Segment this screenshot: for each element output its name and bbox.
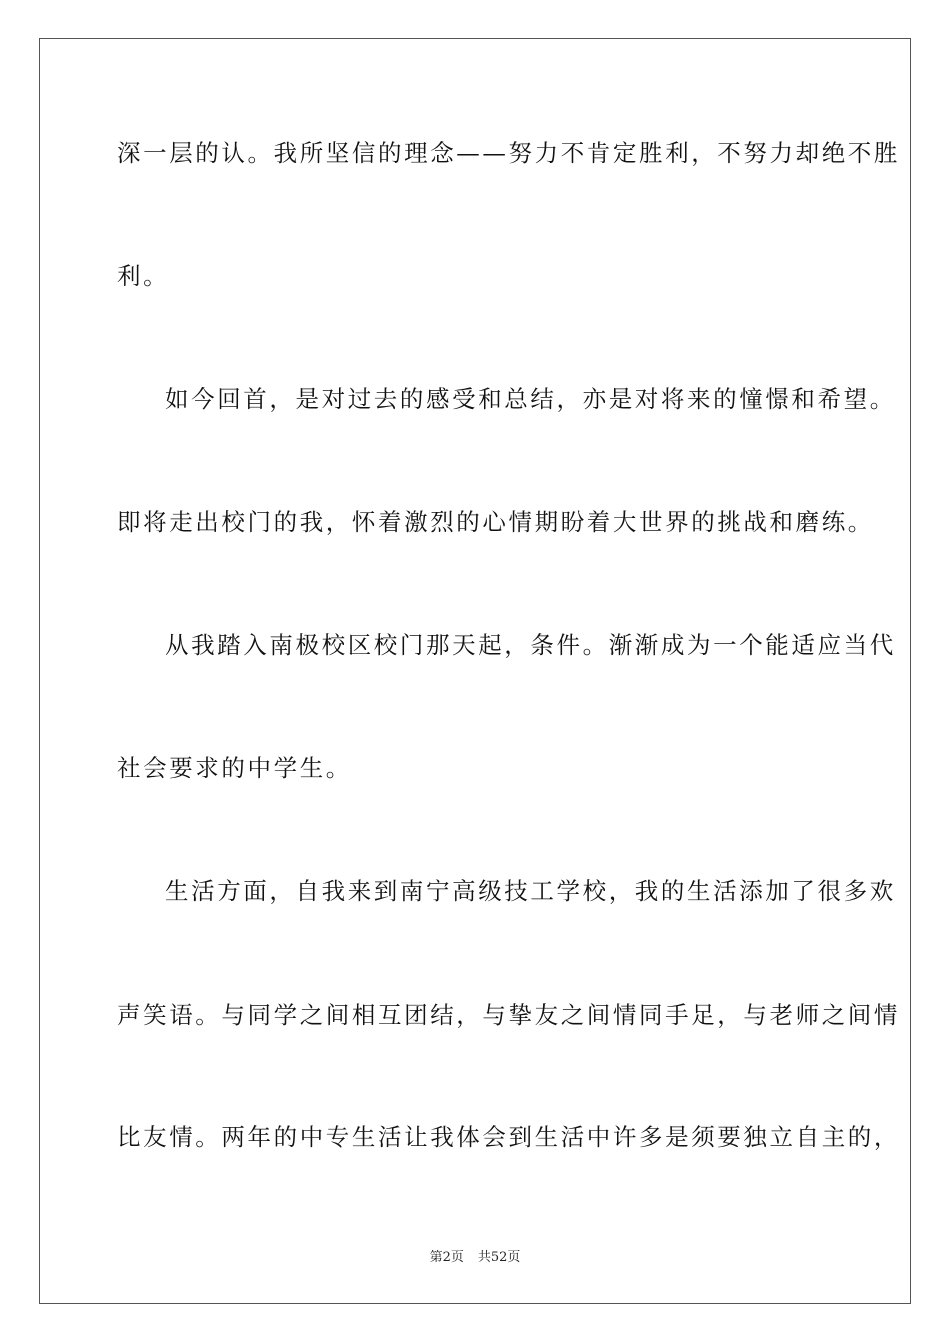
page-footer [0, 1246, 950, 1265]
body-line-9: 比友情。两年的中专生活让我体会到生活中许多是须要独立自主的， [117, 1123, 900, 1151]
body-line-6: 社会要求的中学生。 [117, 754, 352, 782]
page-total: 共52页 [477, 1250, 521, 1265]
body-line-5: 从我踏入南极校区校门那天起，条件。渐渐成为一个能适应当代 [165, 631, 896, 659]
body-line-3: 如今回首，是对过去的感受和总结，亦是对将来的憧憬和希望。 [165, 385, 896, 413]
body-line-8: 声笑语。与同学之间相互团结，与挚友之间情同手足，与老师之间情 [117, 1001, 900, 1029]
page-number: 第2页 [429, 1250, 464, 1265]
body-line-2: 利。 [117, 262, 170, 290]
body-line-7: 生活方面，自我来到南宁高级技工学校，我的生活添加了很多欢 [165, 877, 896, 905]
body-line-1: 深一层的认。我所坚信的理念——努力不肯定胜利，不努力却绝不胜 [117, 139, 900, 167]
page-border [39, 38, 911, 1304]
body-line-4: 即将走出校门的我，怀着激烈的心情期盼着大世界的挑战和磨练。 [117, 508, 874, 536]
